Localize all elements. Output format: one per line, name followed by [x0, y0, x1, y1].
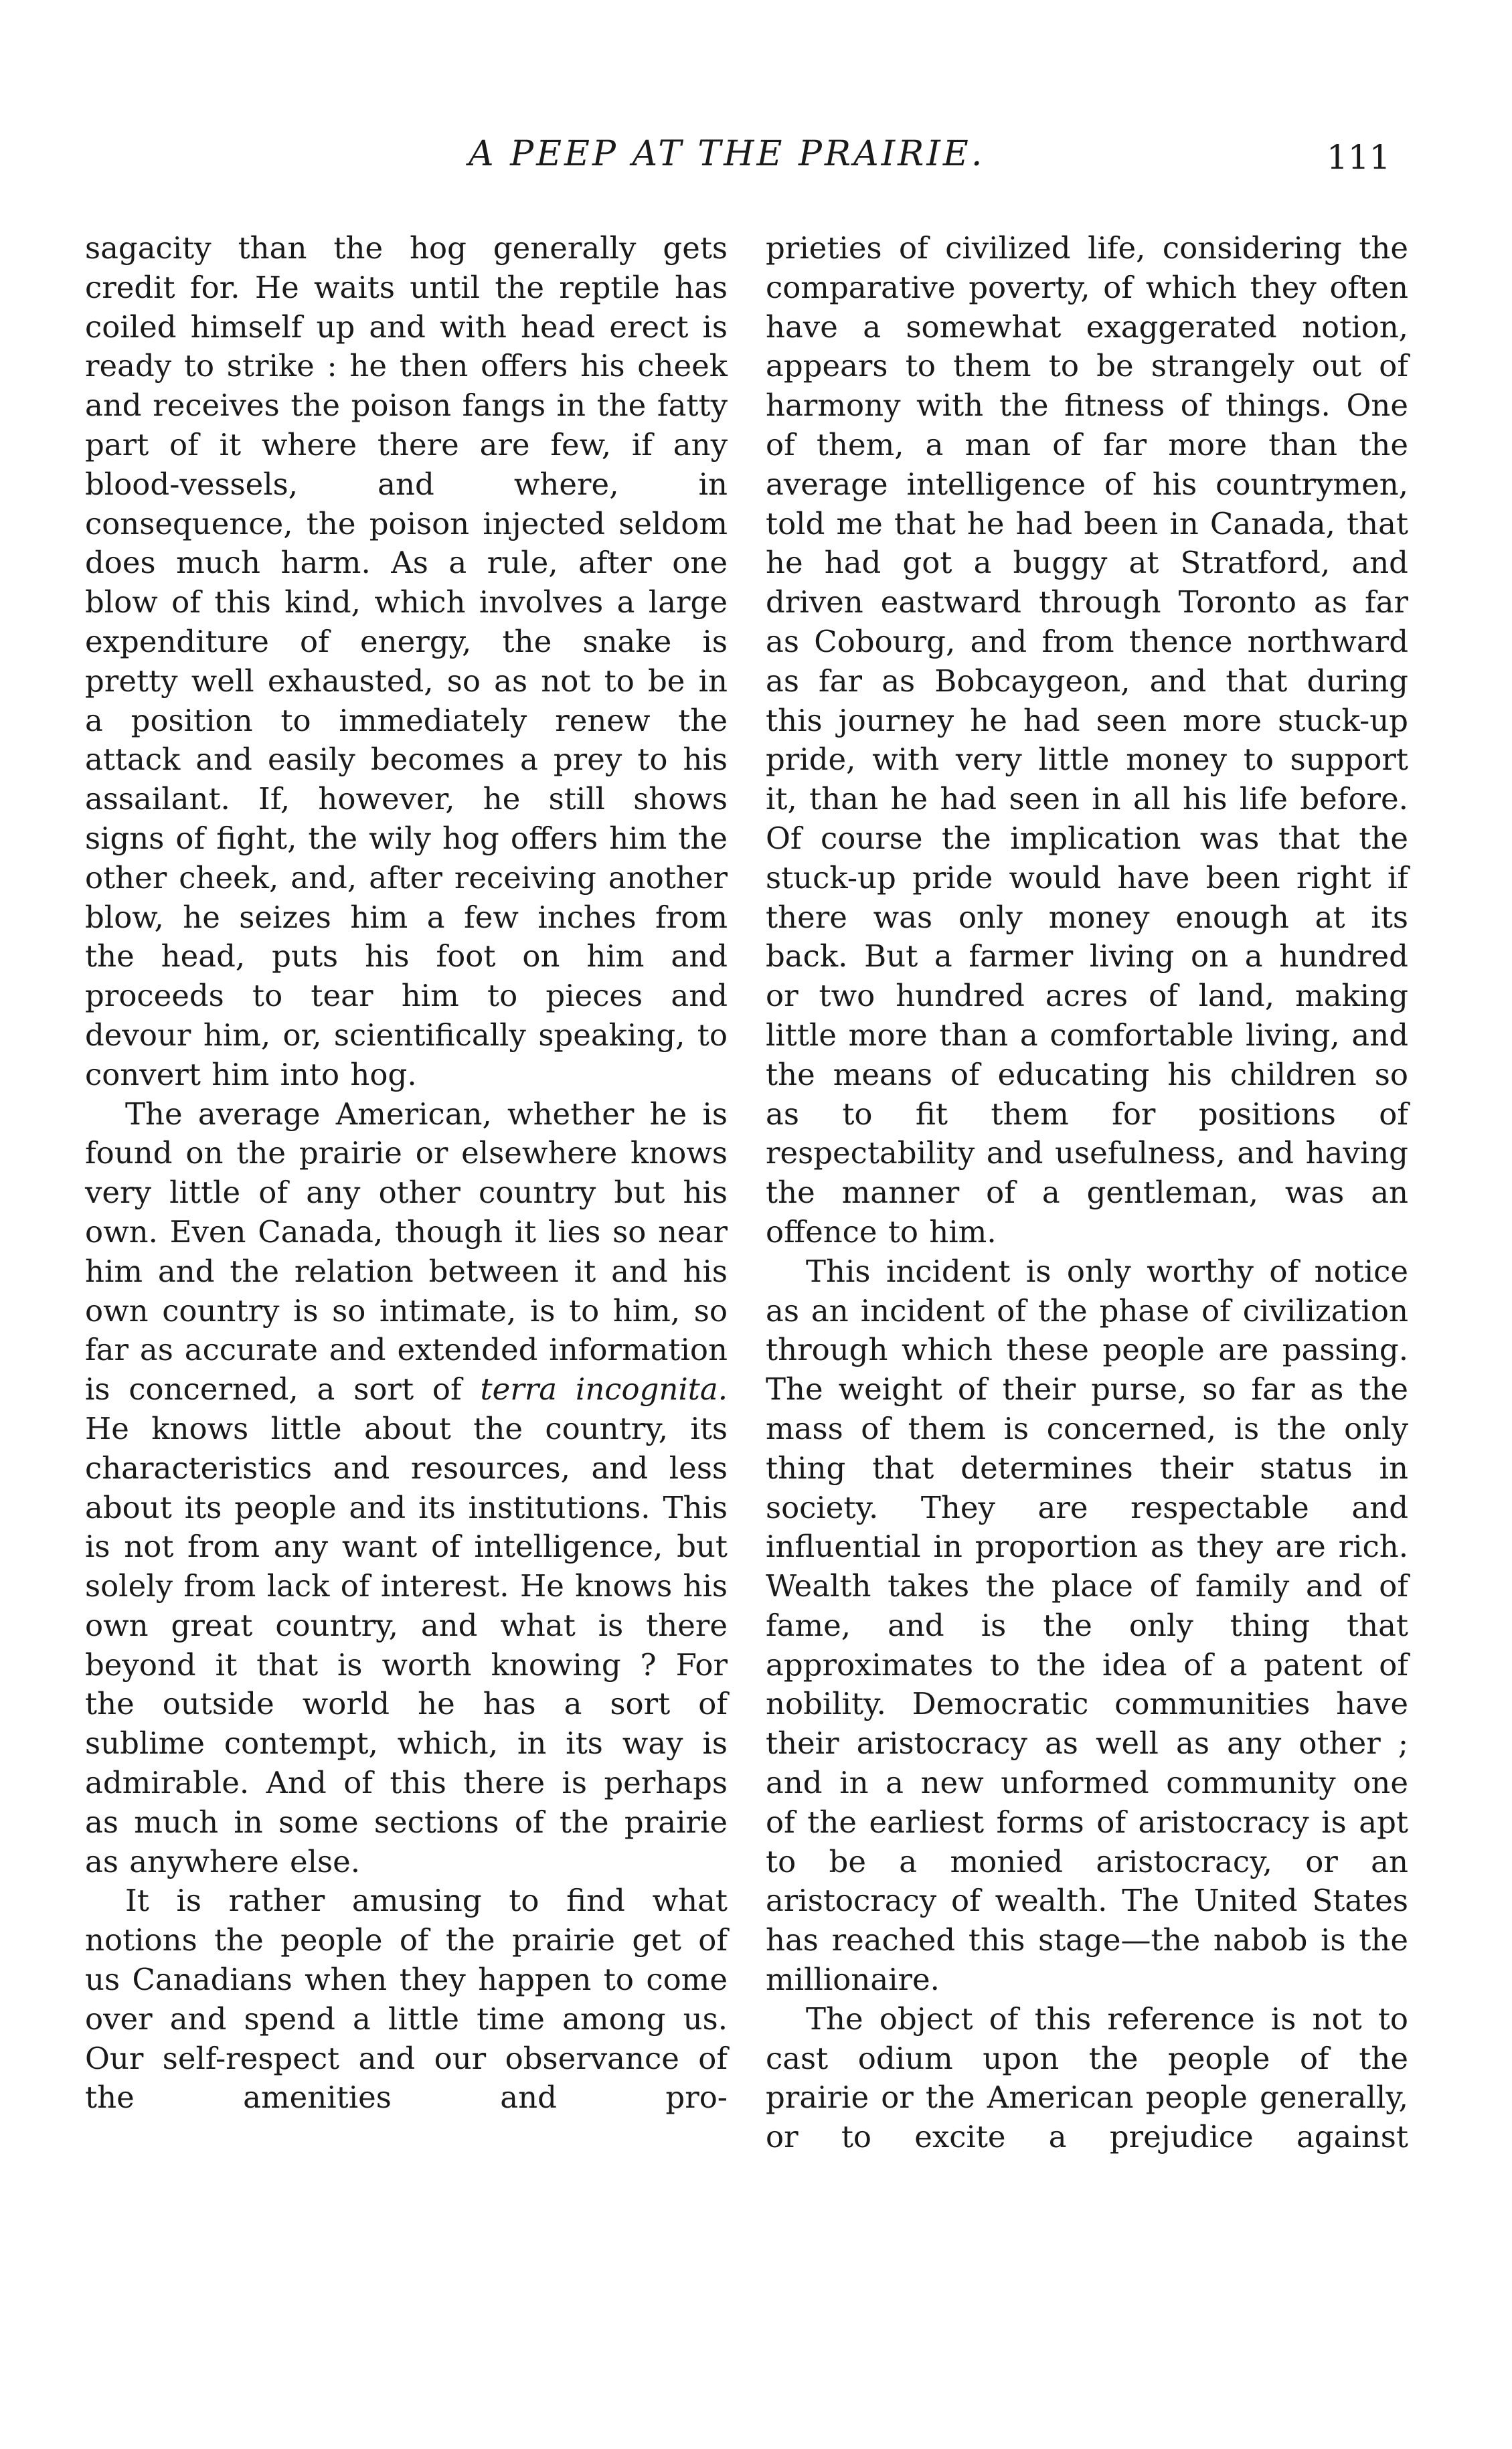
italic-phrase: terra incognita. [480, 1371, 728, 1408]
paragraph-snake-and-hog: sagacity than the hog generally gets credit for. He waits until the reptile has coiled himself up and with head erect is ready to strike : he then offers his cheek and receives the poison fangs in the fatty part of it where there are few, if any blood-vessels, and where, in consequence, the poison injected seldom does much harm. As a rule, after one blow of this kind, which involves a large expenditure of energy, the snake is pretty well exhausted, so as not to be in a position to immediately renew the attack and easily becomes a prey to his assailant. If, however, he still shows signs of fight, the wily hog offers him the other cheek, and, after receiving another blow, he seizes him a few inches from the head, puts his foot on him and proceeds to tear him to pieces and devour him, or, scientifically speaking, to convert him into hog. [85, 230, 728, 1092]
left-column [85, 229, 728, 2118]
paragraph-average-american [85, 1095, 728, 1882]
paragraph-proprieties: prieties of civilized life, considering the comparative poverty, of which they often have a somewhat exaggerated notion, appears to them to be strangely out of harmony with the fitness of things. One of them, a man of far more than the average intelligence of his countrymen, told me that he had been in Canada, that he had got a buggy at Stratford, and driven eastward through Toronto as far as Cobourg, and from thence northward as far as Bobcaygeon, and that during this journey he had seen more stuck-up pride, with very little money to support it, than he had seen in all his life before. Of course the implication was that the stuck-up pride would have been right if there was only money enough at its back. But a farmer living on a hundred or two hundred acres of land, making little more than a comfortable living, and the means of educating his children so as to fit them for positions of respectability and usefulness, and having the manner of a gentleman, was an offence to him. [766, 230, 1408, 1250]
running-head [0, 134, 1512, 187]
paragraph-text: He knows little about the country, its characteristics and resources, and less about its people and its institutions. This is not from any want of intelligence, but solely from lack of interest. He knows his own great country, and what is there beyond it that is worth knowing ? For the outside world he has a sort of sublime contempt, which, in its way is admirable. And of this there is perhaps as much in some sections of the prairie as anywhere else. [85, 1410, 728, 1879]
paragraph-object-of-reference: The object of this reference is not to cast odium upon the people of the prairie or the American people generally, or to excite a prejudice against [766, 2001, 1408, 2155]
right-column [766, 229, 1408, 2157]
paragraph-incident: This incident is only worthy of notice as an incident of the phase of civilization through which these people are passing. The weight of their purse, so far as the mass of them is concerned, is the only thing that determines their status in society. They are respectable and influential in proportion as they are rich. Wealth takes the place of family and of fame, and is the only thing that approximates to the idea of a patent of nobility. Democratic communities have their aristocracy as well as any other ; and in a new unformed community one of the earliest forms of aristocracy is apt to be a monied aristocracy, or an aristocracy of wealth. The United States has reached this stage—the nabob is the millionaire. [766, 1253, 1408, 1998]
paragraph-text: The average American, whether he is found on the prairie or elsewhere knows very little of any other country but his own. Even Canada, though it lies so near him and the relation between it and his own country is so intimate, is to him, so far as accurate and extended information is concerned, a sort of [85, 1096, 728, 1408]
running-title: A PEEP AT THE PRAIRIE. [469, 134, 985, 174]
paragraph-notions-of-canadians: It is rather amusing to find what notions the people of the prairie get of us Canadians when they happen to come over and spend a little time among us. Our self-respect and our observance of the amenities and pro- [85, 1883, 728, 2116]
page-number: 111 [1327, 138, 1391, 177]
